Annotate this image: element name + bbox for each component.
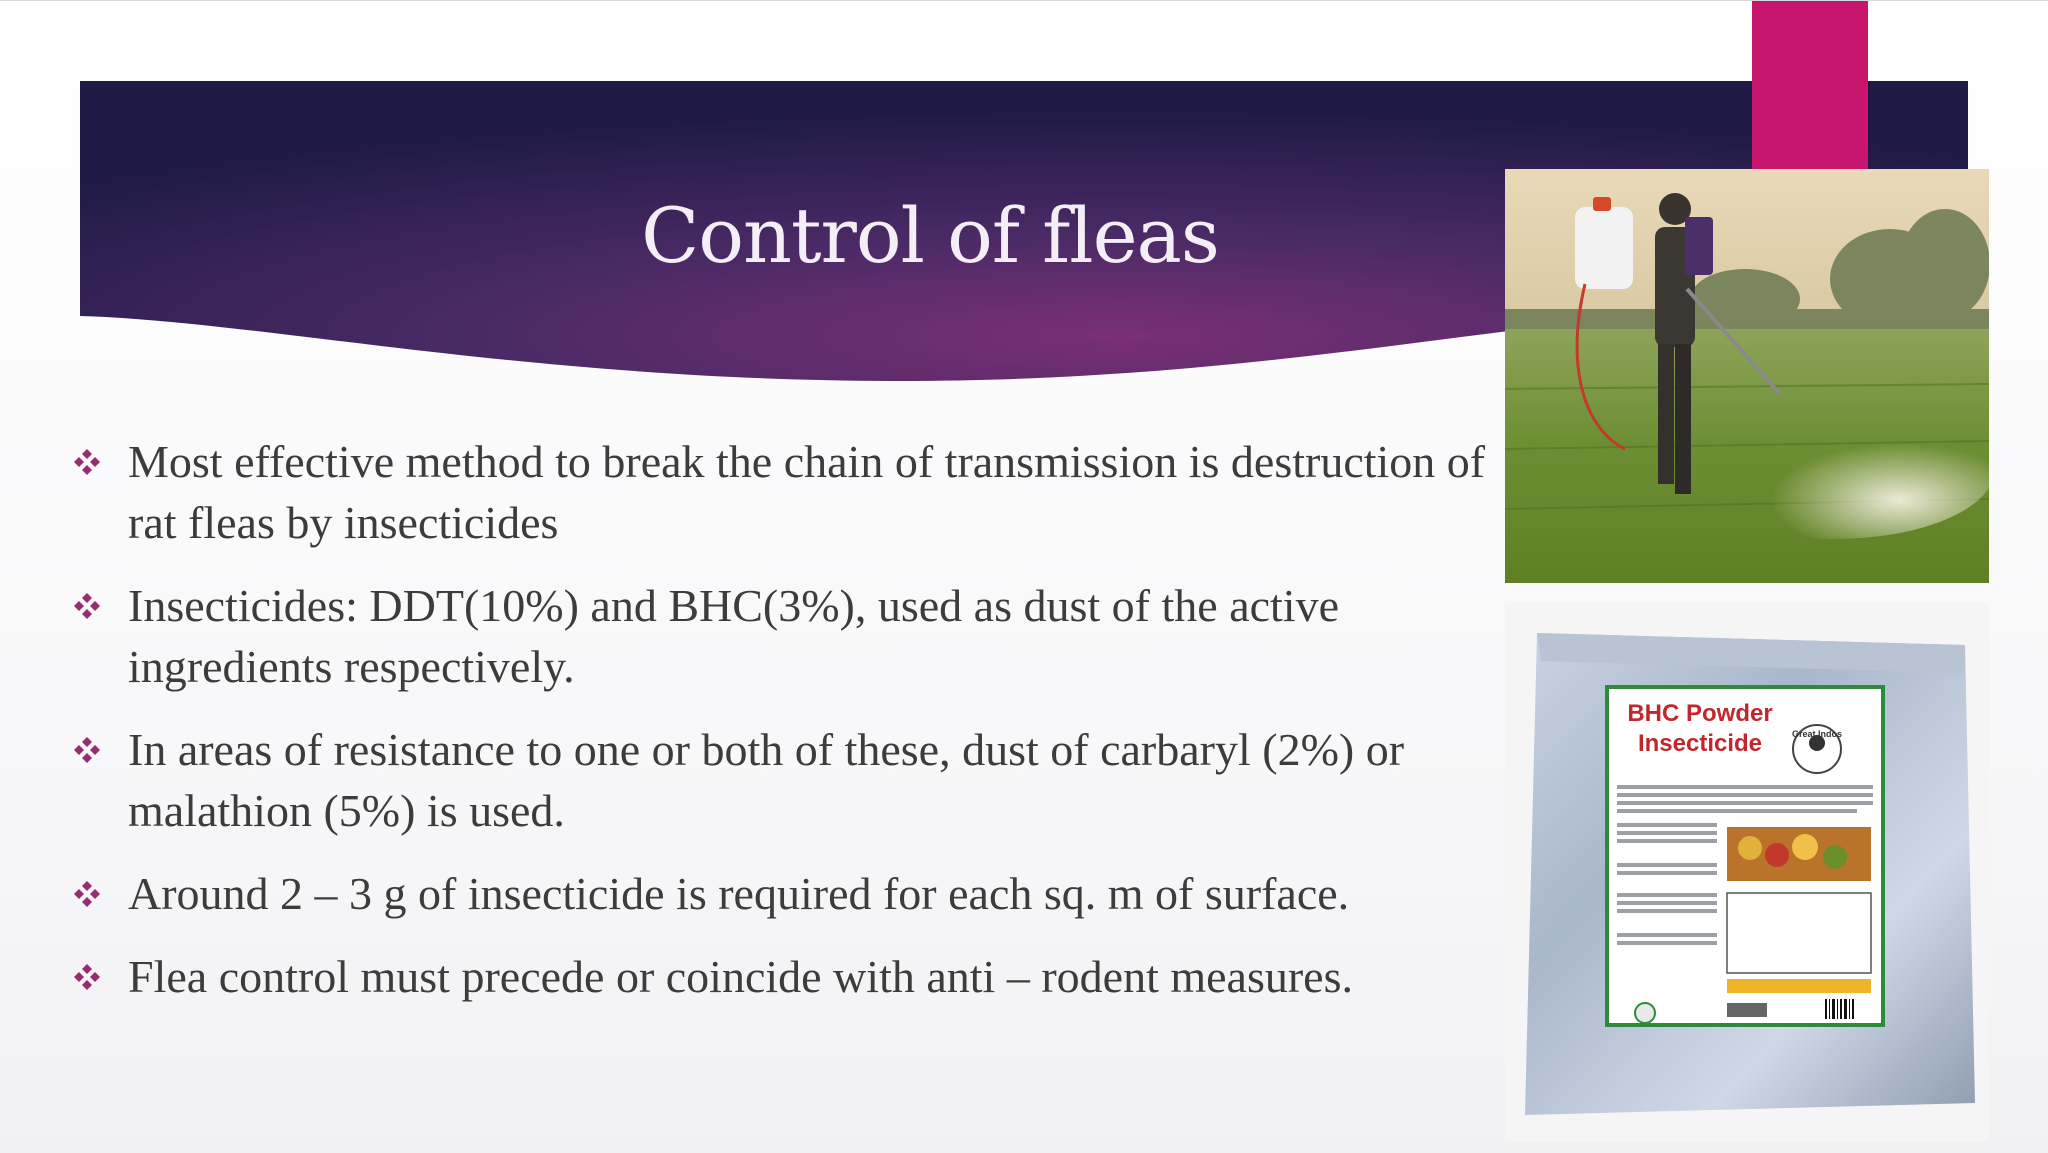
bullet-item — [72, 863, 1512, 924]
four-diamond-icon — [72, 962, 102, 992]
farmer-spraying-photo — [1505, 169, 1989, 583]
bullet-text: In areas of resistance to one or both of these, dust of carbaryl (2%) or malathion (5%) is used. — [128, 724, 1405, 836]
bullet-text: Most effective method to break the chain of transmission is destruction of rat fleas by insecticides — [128, 436, 1486, 548]
bullet-text: Flea control must precede or coincide with anti – rodent measures. — [128, 951, 1353, 1002]
bullet-text: Around 2 – 3 g of insecticide is required for each sq. m of surface. — [128, 868, 1350, 919]
four-diamond-icon — [72, 735, 102, 765]
four-diamond-icon — [72, 447, 102, 477]
bullet-item — [72, 719, 1512, 841]
four-diamond-icon — [72, 879, 102, 909]
bag-brand-label: Great Indos — [1791, 729, 1842, 739]
bullet-item — [72, 431, 1512, 553]
bullet-list — [72, 431, 1512, 1029]
bag-label-title: BHC Powder Insecticide — [1627, 700, 1773, 757]
bullet-item — [72, 575, 1512, 697]
bullet-text: Insecticides: DDT(10%) and BHC(3%), used as dust of the active ingredients respectively. — [128, 580, 1340, 692]
bhc-powder-package-photo — [1505, 603, 1989, 1141]
accent-bar — [1752, 1, 1868, 171]
bullet-item — [72, 946, 1512, 1007]
four-diamond-icon — [72, 591, 102, 621]
slide-title: Control of fleas — [641, 191, 1219, 280]
